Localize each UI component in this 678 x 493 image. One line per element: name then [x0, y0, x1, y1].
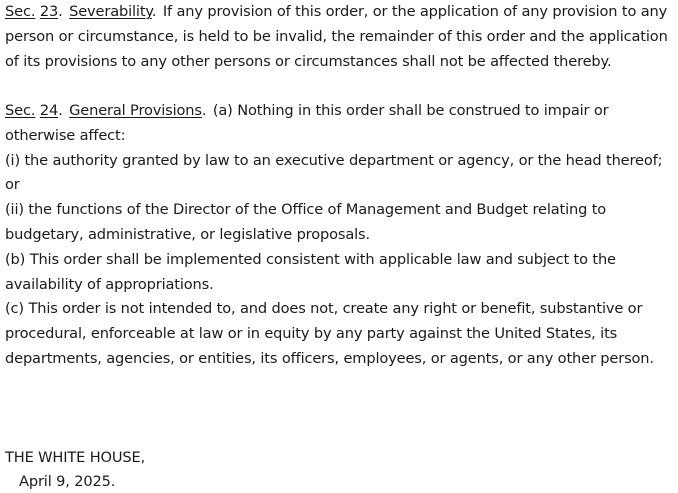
sec-24-number: 24: [39, 102, 59, 119]
sec-24-item-i: (i) the authority granted by law to an executive department or agency, or the head thereof; or: [5, 151, 663, 194]
sec-24-label: Sec.: [5, 102, 36, 119]
sec-23-number: 23: [39, 3, 59, 20]
section-24: [5, 99, 673, 372]
sec-24-item-ii: (ii) the functions of the Director of the Office of Management and Budget relating to budgetary, administrative, or legislative proposals.: [5, 201, 607, 243]
sec-23-heading: Severability: [69, 3, 152, 20]
sec-24-intro: (a) Nothing in this order shall be construed to impair or otherwise affect:: [5, 102, 609, 144]
sec-23-label: Sec.: [5, 3, 36, 20]
sec-24-intro-paragraph: Sec. 24. General Provisions. (a) Nothing in this order shall be construed to impair or otherwise affect:: [5, 102, 609, 144]
signature-place: THE WHITE HOUSE,: [5, 449, 146, 466]
sec-24-item-b: (b) This order shall be implemented consistent with applicable law and subject to the availability of appropriations.: [5, 250, 616, 293]
sec-24-item-c: (c) This order is not intended to, and does not, create any right or benefit, substantive or procedural, enforceable at law or in equity by any party against the United States, its departments, agencies, or entities, its officers, employees, or agents, or any other person.: [5, 300, 654, 367]
section-23: Sec. 23. Severability. If any provision of this order, or the application of any provision to any person or circumstance, is held to be invalid, the remainder of this order and the application of its provisions to any other persons or circumstances shall not be affected thereby.: [5, 3, 668, 70]
signature-date: April 9, 2025.: [19, 473, 116, 490]
sec-24-heading: General Provisions: [69, 102, 202, 119]
sec-23-body: If any provision of this order, or the application of any provision to any person or circumstance, is held to be invalid, the remainder of this order and the application of its provisions to any other persons or circumstances shall not be affected thereby.: [5, 3, 668, 70]
